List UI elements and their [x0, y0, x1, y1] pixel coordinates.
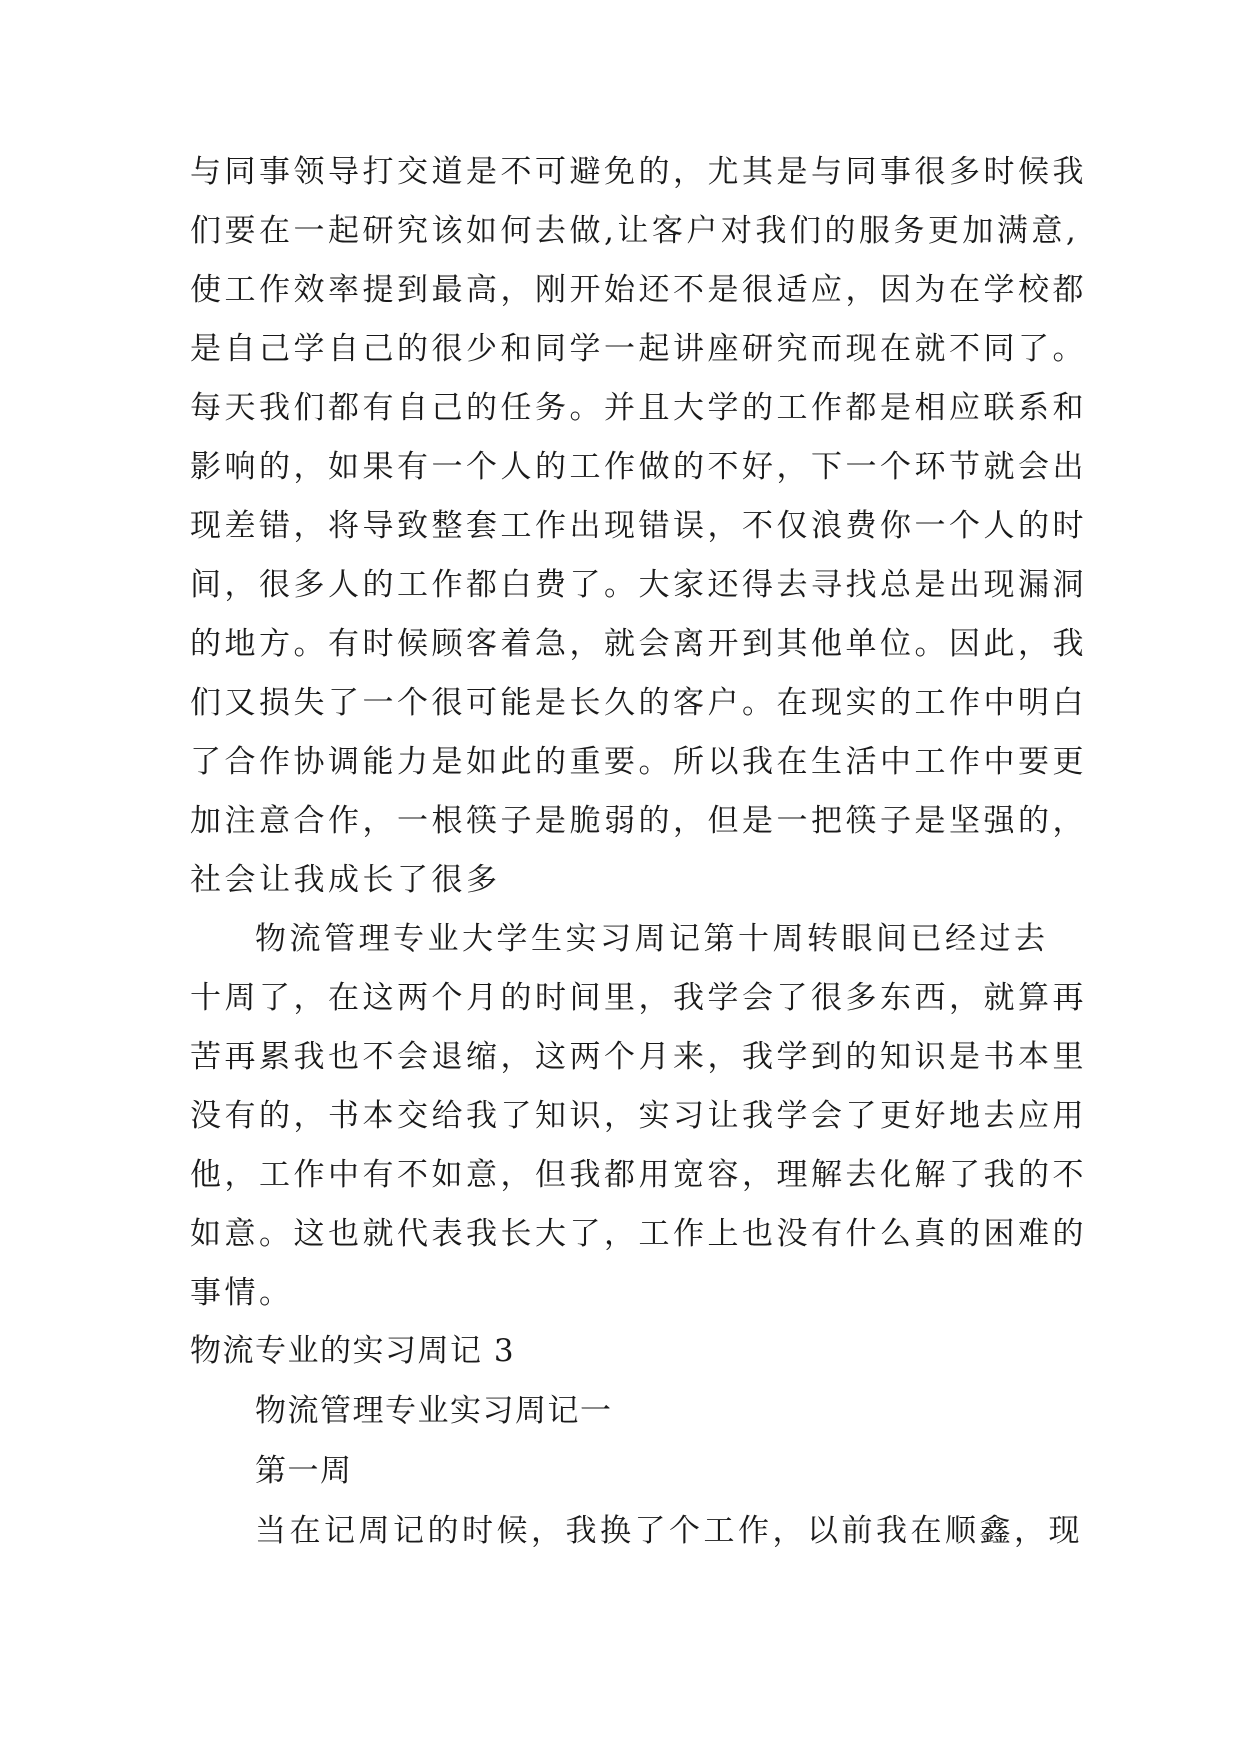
text-line: 每天我们都有自己的任务。并且大学的工作都是相应联系和	[190, 390, 1087, 426]
subtitle: 物流管理专业实习周记一	[255, 1393, 613, 1429]
text-line: 们又损失了一个很可能是长久的客户。在现实的工作中明白	[190, 685, 1087, 721]
week-label: 第一周	[255, 1453, 353, 1489]
text-line: 现差错，将导致整套工作出现错误，不仅浪费你一个人的时	[190, 508, 1087, 544]
text-line: 十周了，在这两个月的时间里，我学会了很多东西，就算再	[190, 980, 1087, 1016]
text-line: 他，工作中有不如意，但我都用宽容，理解去化解了我的不	[190, 1157, 1087, 1193]
text-line: 如意。这也就代表我长大了，工作上也没有什么真的困难的	[190, 1216, 1087, 1252]
text-line: 物流管理专业大学生实习周记第十周转眼间已经过去	[255, 921, 1049, 957]
text-line: 社会让我成长了很多	[190, 862, 501, 898]
text-line: 苦再累我也不会退缩，这两个月来，我学到的知识是书本里	[190, 1039, 1087, 1075]
text-line: 没有的，书本交给我了知识，实习让我学会了更好地去应用	[190, 1098, 1087, 1134]
text-line: 事情。	[190, 1275, 294, 1311]
text-line: 与同事领导打交道是不可避免的，尤其是与同事很多时候我	[190, 154, 1087, 190]
text-line: 的地方。有时候顾客着急，就会离开到其他单位。因此，我	[190, 626, 1087, 662]
text-line: 了合作协调能力是如此的重要。所以我在生活中工作中要更	[190, 744, 1087, 780]
text-line: 间，很多人的工作都白费了。大家还得去寻找总是出现漏洞	[190, 567, 1087, 603]
text-line: 加注意合作，一根筷子是脆弱的，但是一把筷子是坚强的，	[190, 803, 1087, 839]
text-line: 影响的，如果有一个人的工作做的不好，下一个环节就会出	[190, 449, 1087, 485]
text-line: 们要在一起研究该如何去做,让客户对我们的服务更加满意,	[190, 213, 1080, 249]
text-line: 是自己学自己的很少和同学一起讲座研究而现在就不同了。	[190, 331, 1087, 367]
text-line: 使工作效率提到最高，刚开始还不是很适应，因为在学校都	[190, 272, 1087, 308]
text-line: 当在记周记的时候，我换了个工作，以前我在顺鑫，现	[255, 1513, 1083, 1549]
section-title: 物流专业的实习周记 3	[190, 1333, 516, 1369]
